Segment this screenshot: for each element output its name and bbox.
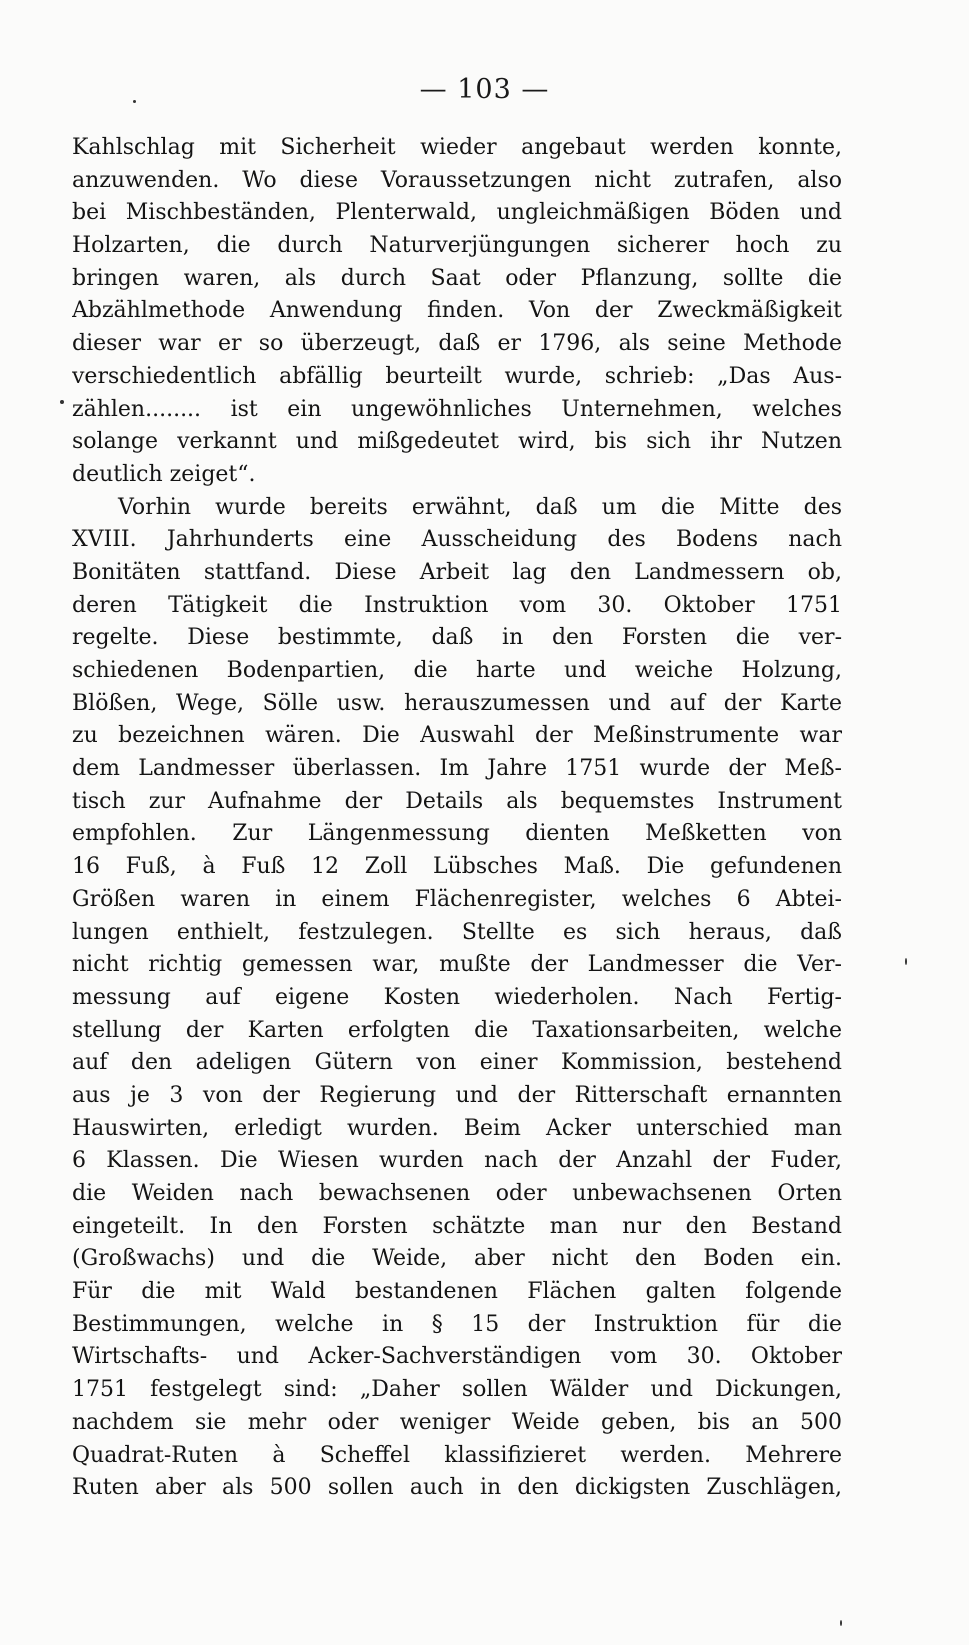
text-line: Hauswirten, erledigt wurden. Beim Acker unterschied man [72,1115,842,1141]
text-line: bringen waren, als durch Saat oder Pflanzung, sollte die [72,265,842,291]
text-line: lungen enthielt, festzulegen. Stellte es sich heraus, daß [72,919,842,945]
text-line: deren Tätigkeit die Instruktion vom 30. Oktober 1751 [72,592,842,618]
text-line: 16 Fuß, à Fuß 12 Zoll Lübsches Maß. Die gefundenen [72,854,842,880]
text-line: Blößen, Wege, Sölle usw. herauszumessen und auf der Karte [72,690,842,716]
text-line: zählen........ ist ein ungewöhnliches Unternehmen, welches [72,396,842,422]
text-line: solange verkannt und mißgedeutet wird, bis sich ihr Nutzen [72,429,842,455]
text-line: Bonitäten stattfand. Diese Arbeit lag den Landmessern ob, [72,559,842,585]
text-line: auf den adeligen Gütern von einer Kommission, bestehend [72,1050,842,1076]
text-line: Holzarten, die durch Naturverjüngungen sicherer hoch zu [72,233,842,259]
text-line: Quadrat-Ruten à Scheffel klassifizieret werden. Mehrere [72,1442,842,1468]
text-line: 6 Klassen. Die Wiesen wurden nach der Anzahl der Fuder, [72,1148,842,1174]
scan-speck [133,100,136,103]
text-line: stellung der Karten erfolgten die Taxationsarbeiten, welche [72,1017,842,1043]
text-line: regelte. Diese bestimmte, daß in den Forsten die ver- [72,625,842,651]
text-line: aus je 3 von der Regierung und der Ritterschaft ernannten [72,1082,842,1108]
text-line: (Großwachs) und die Weide, aber nicht den Boden ein. [72,1246,842,1272]
body-text [72,132,842,1505]
text-line: dieser war er so überzeugt, daß er 1796, als seine Methode [72,331,842,357]
text-line: nachdem sie mehr oder weniger Weide geben, bis an 500 [72,1409,842,1435]
scan-speck [840,1620,842,1626]
page-number: — 103 — [419,74,550,105]
text-line: 1751 festgelegt sind: „Daher sollen Wälder und Dickungen, [72,1377,842,1403]
text-line: tisch zur Aufnahme der Details als bequemstes Instrument [72,788,842,814]
text-line: bei Mischbeständen, Plenterwald, ungleichmäßigen Böden und [72,200,842,226]
text-line: XVIII. Jahrhunderts eine Ausscheidung des Bodens nach [72,527,842,553]
text-line: Größen waren in einem Flächenregister, welches 6 Abtei- [72,886,842,912]
text-line: Abzählmethode Anwendung finden. Von der Zweckmäßigkeit [72,298,842,324]
text-line: Wirtschafts- und Acker-Sachverständigen vom 30. Oktober [72,1344,842,1370]
text-line: Kahlschlag mit Sicherheit wieder angebaut werden konnte, [72,135,842,160]
scan-speck [60,400,64,404]
text-line: verschiedentlich abfällig beurteilt wurde, schrieb: „Das Aus- [72,363,842,389]
text-line: anzuwenden. Wo diese Voraussetzungen nicht zutrafen, also [72,167,842,193]
text-line: zu bezeichnen wären. Die Auswahl der Meßinstrumente war [72,723,842,749]
text-line: die Weiden nach bewachsenen oder unbewachsenen Orten [72,1181,842,1206]
text-line: Bestimmungen, welche in § 15 der Instruktion für die [72,1311,842,1337]
text-line: Vorhin wurde bereits erwähnt, daß um die Mitte des [118,494,842,520]
text-line: deutlich zeiget“. [72,461,256,487]
text-line: messung auf eigene Kosten wiederholen. Nach Fertig- [72,984,842,1010]
text-line: eingeteilt. In den Forsten schätzte man nur den Bestand [72,1213,842,1239]
paragraph-1 [72,132,842,492]
text-line: schiedenen Bodenpartien, die harte und weiche Holzung, [72,658,842,683]
text-line: nicht richtig gemessen war, mußte der Landmesser die Ver- [72,952,842,978]
scan-speck [905,958,907,965]
text-line: empfohlen. Zur Längenmessung dienten Meßketten von [72,821,842,847]
paragraph-2 [72,492,842,1505]
text-line: dem Landmesser überlassen. Im Jahre 1751 wurde der Meß- [72,756,842,782]
text-line: Für die mit Wald bestandenen Flächen galten folgende [72,1279,842,1305]
text-line: Ruten aber als 500 sollen auch in den dickigsten Zuschlägen, [72,1475,842,1501]
